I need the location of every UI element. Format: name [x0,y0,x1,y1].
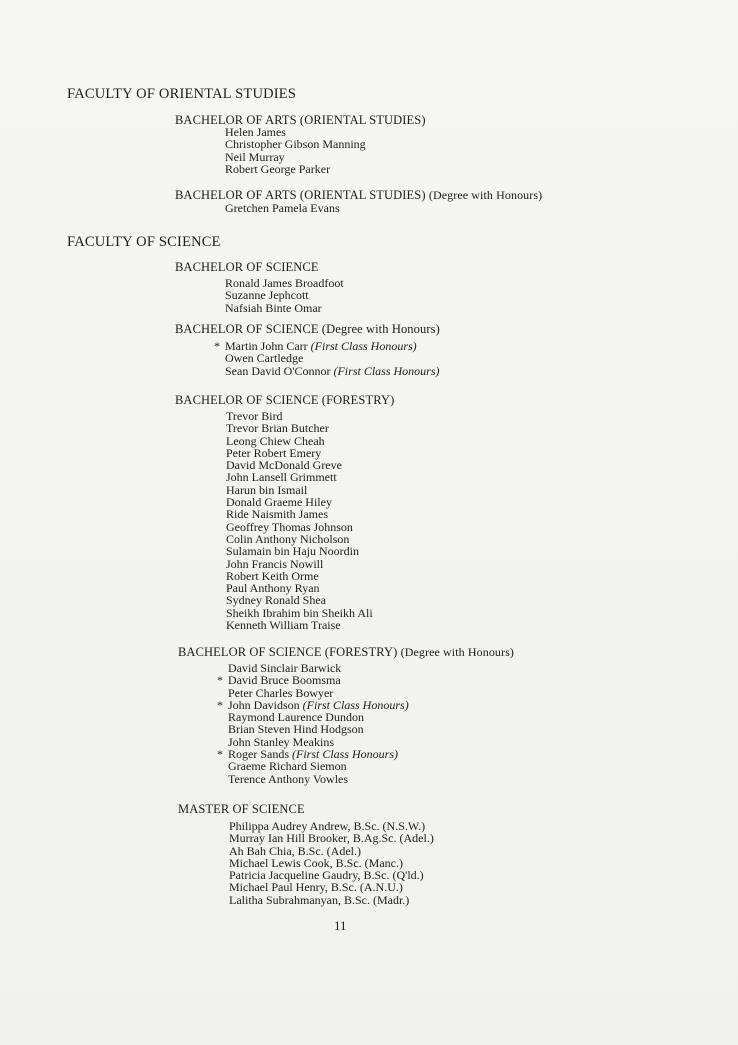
page-number: 11 [334,918,347,933]
ba-oriental-heading: BACHELOR OF ARTS (ORIENTAL STUDIES) [175,113,426,127]
list-item [225,365,440,377]
list-item: Leong Chiew Cheah [226,433,325,448]
list-item: Lalitha Subrahmanyan, B.Sc. (Madr.) [229,892,410,907]
entry-name: John Stanley Meakins [228,734,334,749]
list-item: Geoffrey Thomas Johnson [226,519,353,534]
list-item: Helen James [225,125,286,139]
entry-name: Terence Anthony Vowles [228,771,349,786]
asterisk-marker: * [217,697,223,712]
entry-name: Roger Sands [228,747,289,762]
list-item: Sheikh Ibrahim bin Sheikh Ali [226,605,373,620]
list-item: Philippa Audrey Andrew, B.Sc. (N.S.W.) [229,819,426,833]
bsc-hons-heading: BACHELOR OF SCIENCE (Degree with Honours) [175,322,440,336]
forestry-hons-title: BACHELOR OF SCIENCE (FORESTRY) [178,645,398,659]
msc-heading: MASTER OF SCIENCE [178,802,305,816]
faculty-oriental-title: FACULTY OF ORIENTAL STUDIES [67,86,297,102]
asterisk-marker: * [217,673,223,688]
entry-honours: (First Class Honours) [292,747,399,762]
forestry-heading: BACHELOR OF SCIENCE (FORESTRY) [175,393,395,407]
forestry-list [226,410,373,631]
list-item: Neil Murray [225,149,285,164]
entry-honours: (First Class Honours) [333,363,440,378]
entry-name: Martin John Carr [225,339,308,353]
ba-oriental-list [225,126,366,175]
list-item: Paul Anthony Ryan [226,581,320,596]
list-item: Gretchen Pamela Evans [225,201,340,215]
list-item: Colin Anthony Nicholson [226,531,350,546]
list-item: Ah Bah Chia, B.Sc. (Adel.) [229,843,361,858]
bsc-heading: BACHELOR OF SCIENCE [175,260,319,274]
entry-name: Peter Charles Bowyer [228,685,334,700]
ba-oriental-hons-note: (Degree with Honours) [428,188,543,202]
list-item: Suzanne Jephcott [225,288,309,303]
forestry-hons-heading [178,645,514,660]
list-item: Kenneth William Traise [226,618,341,633]
list-item: Sydney Ronald Shea [226,593,326,608]
entry-honours: (First Class Honours) [310,339,417,353]
list-item: Peter Robert Emery [226,445,322,460]
entry-name: Sean David O'Connor [225,363,331,378]
list-item: Trevor Brian Butcher [226,421,329,436]
faculty-science-title: FACULTY OF SCIENCE [67,234,221,250]
ba-oriental-hons-list [225,202,340,214]
list-item: Patricia Jacqueline Gaudry, B.Sc. (Q'ld.) [229,868,424,883]
list-item: Sulamain bin Haju Noordin [226,544,359,559]
list-item: Harun bin Ismail [226,482,308,497]
ba-oriental-hons-title: BACHELOR OF ARTS (ORIENTAL STUDIES) [175,188,426,202]
list-item: Trevor Bird [226,409,283,423]
entry-name: David Sinclair Barwick [228,661,342,675]
list-item: Donald Graeme Hiley [226,495,332,510]
entry-honours: (First Class Honours) [302,697,409,712]
list-item: Robert George Parker [225,161,331,176]
forestry-hons-list [217,661,409,786]
msc-list [229,820,434,906]
list-item: Michael Lewis Cook, B.Sc. (Manc.) [229,855,403,870]
list-item: Ride Naismith James [226,507,328,522]
asterisk-marker: * [217,747,223,762]
list-item: Murray Ian Hill Brooker, B.Ag.Sc. (Adel.) [229,831,434,846]
list-item [228,773,409,785]
list-item: Ronald James Broadfoot [225,276,344,290]
forestry-hons-note: (Degree with Honours) [400,645,514,659]
list-item: John Lansell Grimmett [226,470,337,485]
list-item: Christopher Gibson Manning [225,137,366,152]
list-item: Michael Paul Henry, B.Sc. (A.N.U.) [229,880,403,895]
asterisk-marker: * [214,339,220,353]
entry-name: Owen Cartledge [225,351,304,366]
list-item: Robert Keith Orme [226,568,319,583]
list-item: David McDonald Greve [226,458,342,473]
entry-name: John Davidson [228,697,300,712]
entry-name: Graeme Richard Siemon [228,759,347,774]
bsc-hons-list [214,339,440,378]
bsc-list [225,277,344,314]
entry-name: Brian Steven Hind Hodgson [228,722,364,737]
list-item: John Francis Nowill [226,556,324,571]
entry-name: Raymond Laurence Dundon [228,710,364,725]
list-item: Nafsiah Binte Omar [225,300,322,315]
entry-name: David Bruce Boomsma [228,673,341,688]
